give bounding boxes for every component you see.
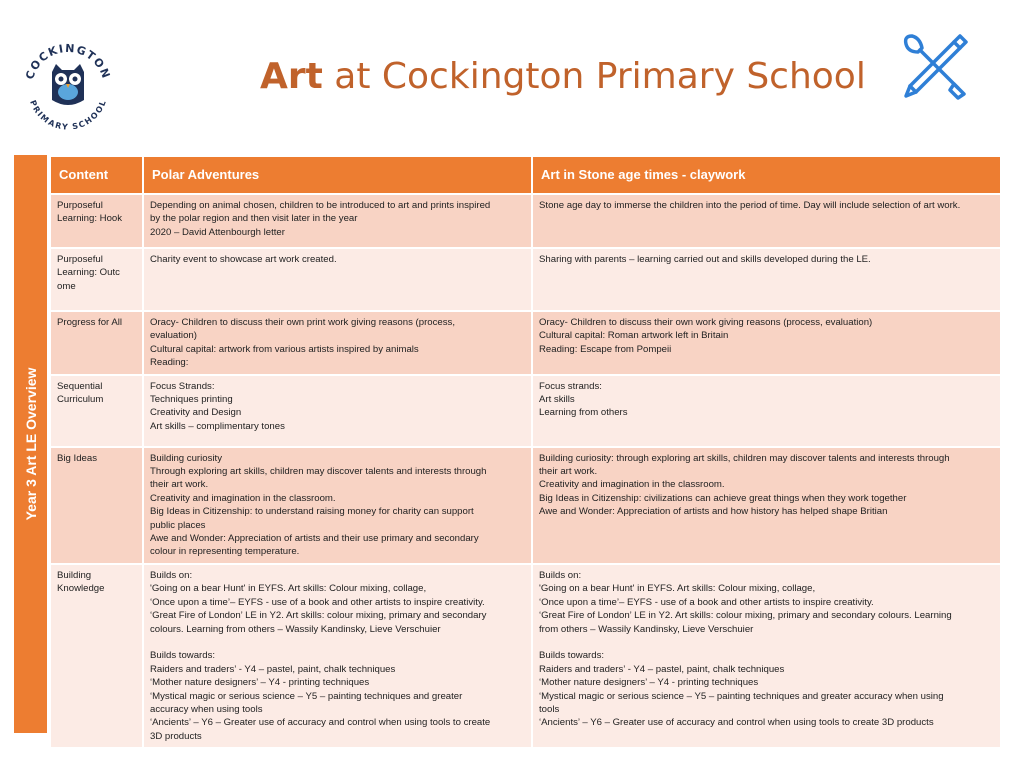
table-row [50, 447, 1001, 564]
page-title [260, 56, 866, 97]
table-row [50, 375, 1001, 447]
table-row [50, 311, 1001, 375]
cell-stone-age: Focus strands: Art skills Learning from others [539, 380, 628, 419]
cell-stone-age: Building curiosity: through exploring art skills, children may discover talents and interests through their art work. Creativity and imagination in the classroom. Big Ideas in Citizenship: civilizations can achieve great things when they work together Awe and Wonder: Appreciation of artists and how history has helped shape Britian [539, 452, 950, 518]
pencil-brush-icon [898, 30, 972, 104]
sidebar-year-label [14, 155, 47, 733]
table-row [50, 248, 1001, 311]
row-label: Sequential Curriculum [57, 380, 104, 406]
cell-stone-age: Sharing with parents – learning carried out and skills developed during the LE. [539, 254, 871, 265]
header-stone-age: Art in Stone age times - claywork [532, 156, 1001, 194]
table-row [50, 194, 1001, 248]
row-label: Big Ideas [57, 452, 98, 464]
cell-polar: Oracy- Children to discuss their own print work giving reasons (process, evaluation) Cultural capital: artwork from various artists inspired by animals Reading: [150, 317, 455, 369]
logo-bottom-text: PRIMARY SCHOOL [28, 98, 108, 130]
cell-polar: Focus Strands: Techniques printing Creativity and Design Art skills – complimentary tones [150, 380, 285, 432]
owl-icon [52, 64, 84, 105]
cell-polar: Builds on: 'Going on a bear Hunt' in EYFS. Art skills: Colour mixing, collage, ‘Once upon a time’– EYFS - use of a book and other artists to inspire creativity. ‘Great Fire of London’ LE in Y2. Art skills: colour mixing, primary and secondary colours. Learning from others – Wassily Kandinsky, Lieve Verschuier Builds towards: Raiders and traders’ - Y4 – pastel, paint, chalk techniques ‘Mother nature designers’ – Y4 - printing techniques ‘Mystical magic or serious science – Y5 – painting techniques and greater accuracy when using tools ‘Ancients’ – Y6 – Greater use of accuracy and control when using tools to create 3D products [150, 569, 491, 742]
row-label: Building Knowledge [57, 569, 105, 595]
cell-polar: Charity event to showcase art work created. [150, 254, 337, 265]
logo-top-text: COCKINGTON [23, 41, 113, 82]
school-logo [22, 38, 114, 130]
cell-stone-age: Stone age day to immerse the children into the period of time. Day will include selection of art work. [539, 200, 961, 211]
row-label: Purposeful Learning: Hook [57, 200, 123, 225]
title-rest: at Cockington Primary School [322, 56, 866, 97]
title-bold: Art [260, 56, 323, 97]
sidebar-text: Year 3 Art LE Overview [22, 367, 39, 521]
overview-table [49, 155, 1002, 749]
cell-stone-age: Oracy- Children to discuss their own work giving reasons (process, evaluation) Cultural capital: Roman artwork left in Britain Reading: Escape from Pompeii [539, 317, 873, 355]
cell-polar: Building curiosity Through exploring art skills, children may discover talents and interests through their art work. Creativity and imagination in the classroom. Big Ideas in Citizenship: to understand raising money for charity can support public places Awe and Wonder: Appreciation of artists and their use primary and secondary colour in representing temperature. [150, 452, 487, 558]
row-label: Purposeful Learning: Outc ome [57, 254, 120, 292]
cell-stone-age: Builds on: 'Going on a bear Hunt' in EYFS. Art skills: Colour mixing, collage, ‘Once upon a time’– EYFS - use of a book and other artists to inspire creativity. ‘Great Fire of London’ LE in Y2. Art skills: colour mixing, primary and secondary colours. Learning from others – Wassily Kandinsky, Lieve Verschuier Builds towards: Raiders and traders’ - Y4 – pastel, paint, chalk techniques ‘Mother nature designers’ – Y4 - printing techniques ‘Mystical magic or serious science – Y5 – painting techniques and greater accuracy when using tools ‘Ancients’ – Y6 – Greater use of accuracy and control when using tools to create 3D products [539, 569, 952, 729]
table-row [50, 564, 1001, 748]
cell-polar: Depending on animal chosen, children to be introduced to art and prints inspired by the polar region and then visit later in the year 2020 – David Attenbourgh letter [150, 200, 491, 238]
header-polar-adventures: Polar Adventures [143, 156, 532, 194]
table-header-row [50, 156, 1001, 194]
row-label: Progress for All [57, 317, 123, 328]
header-content: Content [50, 156, 143, 194]
